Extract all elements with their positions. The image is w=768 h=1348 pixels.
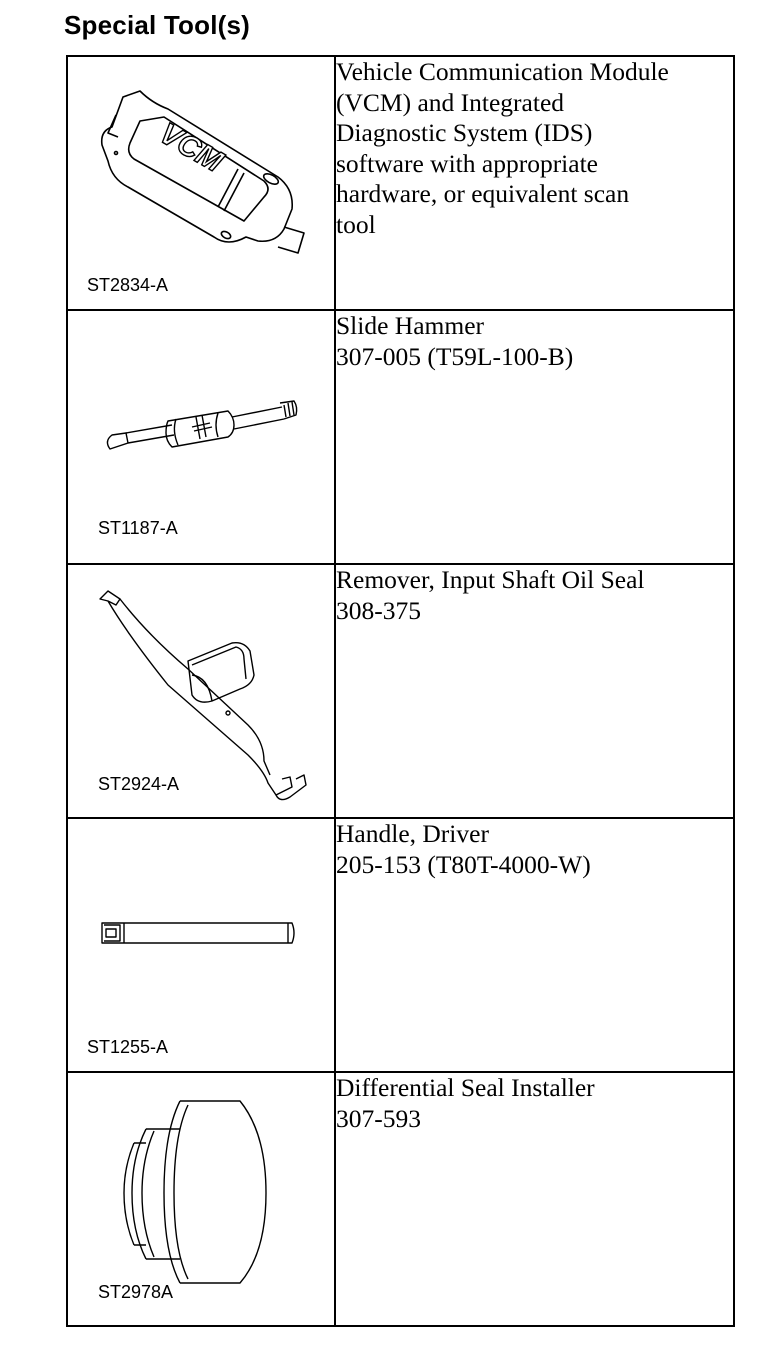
- tool-description-cell: [335, 310, 734, 564]
- tool-illustration-cell: [67, 1072, 335, 1326]
- art-code: ST2978A: [98, 1282, 174, 1302]
- tool-number: 307-005 (T59L-100-B): [336, 341, 574, 371]
- tool-illustration-cell: [67, 564, 335, 818]
- art-code: ST1187-A: [98, 518, 178, 538]
- tool-name: Remover, Input Shaft Oil Seal: [336, 565, 645, 594]
- tool-description-cell: [335, 1072, 734, 1326]
- table-row: [67, 1072, 734, 1326]
- tool-description-cell: [335, 818, 734, 1072]
- tool-name: software with appropriate: [336, 148, 598, 178]
- tool-illustration-cell: [67, 56, 335, 310]
- art-code: ST2834-A: [87, 275, 169, 295]
- tool-name: Vehicle Communication Module: [336, 57, 669, 86]
- table-row: [67, 564, 734, 818]
- tool-number: 205-153 (T80T-4000-W): [336, 849, 591, 879]
- tool-name: Diagnostic System (IDS): [336, 118, 593, 147]
- tool-name: Slide Hammer: [336, 311, 485, 340]
- tool-description-cell: [335, 56, 734, 310]
- tool-name: hardware, or equivalent scan: [336, 179, 630, 208]
- tool-number: 307-593: [336, 1103, 421, 1133]
- driver-handle-icon: [68, 819, 336, 1073]
- special-tools-table: [66, 55, 735, 1327]
- tool-name: Differential Seal Installer: [336, 1073, 595, 1102]
- tool-illustration-cell: [67, 818, 335, 1072]
- tool-description-cell: [335, 564, 734, 818]
- table-row: [67, 818, 734, 1072]
- vcm-module-icon: [68, 57, 336, 311]
- art-code: ST1255-A: [87, 1037, 169, 1057]
- tool-name: Handle, Driver: [336, 819, 489, 848]
- tool-illustration-cell: [67, 310, 335, 564]
- art-code: ST2924-A: [98, 774, 180, 794]
- page-title: Special Tool(s): [64, 10, 250, 40]
- tool-number: 308-375: [336, 595, 421, 625]
- tool-name: (VCM) and Integrated: [336, 87, 565, 117]
- table-row: [67, 310, 734, 564]
- table-row: [67, 56, 734, 310]
- tool-name: tool: [336, 209, 376, 239]
- vcm-logo-text: VCM: [153, 116, 229, 179]
